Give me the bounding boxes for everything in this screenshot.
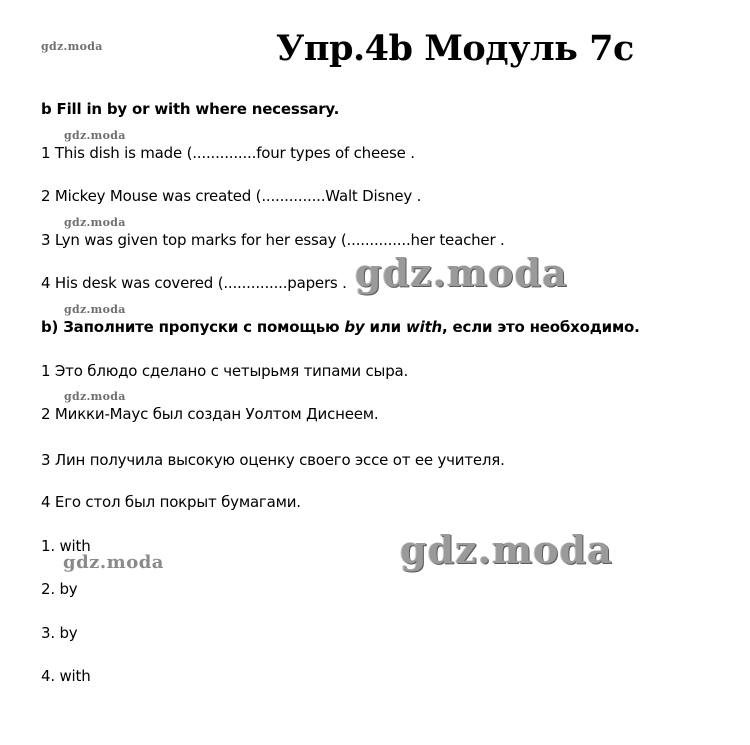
watermark-small-4: gdz.moda [64, 390, 126, 403]
task-en-item-2: 2 Mickey Mouse was created (..............Walt Disney . [41, 187, 422, 205]
watermark-medium-1: gdz.moda [63, 552, 164, 573]
task-ru-heading-by: by [344, 318, 365, 336]
answer-3: 3. by [41, 624, 78, 642]
task-ru-heading [41, 318, 640, 336]
task-ru-item-4: 4 Его стол был покрыт бумагами. [41, 493, 301, 511]
task-en-item-1: 1 This dish is made (..............four types of cheese . [41, 144, 415, 162]
watermark-large-2: gdz.moda [400, 527, 613, 572]
answer-1: 1. with [41, 537, 91, 555]
task-ru-item-1: 1 Это блюдо сделано с четырьмя типами сыра. [41, 362, 409, 380]
page-title: Упр.4b Модуль 7с [276, 28, 634, 69]
task-en-item-4: 4 His desk was covered (..............papers . [41, 274, 347, 292]
watermark-small-3: gdz.moda [64, 303, 126, 316]
task-ru-heading-mid: или [364, 318, 406, 336]
task-en-item-3: 3 Lyn was given top marks for her essay (..............her teacher . [41, 231, 505, 249]
task-en-heading: b Fill in by or with where necessary. [41, 100, 340, 118]
watermark-top-left: gdz.moda [41, 40, 103, 53]
task-ru-item-2: 2 Микки-Маус был создан Уолтом Диснеем. [41, 405, 379, 423]
task-ru-heading-suffix: , если это необходимо. [442, 318, 640, 336]
watermark-small-1: gdz.moda [64, 129, 126, 142]
task-ru-heading-prefix: b) Заполните пропуски с помощью [41, 318, 345, 336]
answer-4: 4. with [41, 667, 91, 685]
task-ru-heading-with: with [405, 318, 443, 336]
watermark-small-2: gdz.moda [64, 216, 126, 229]
task-ru-item-3: 3 Лин получила высокую оценку своего эссе от ее учителя. [41, 451, 505, 469]
watermark-large-1: gdz.moda [355, 250, 568, 295]
answer-2: 2. by [41, 580, 78, 598]
